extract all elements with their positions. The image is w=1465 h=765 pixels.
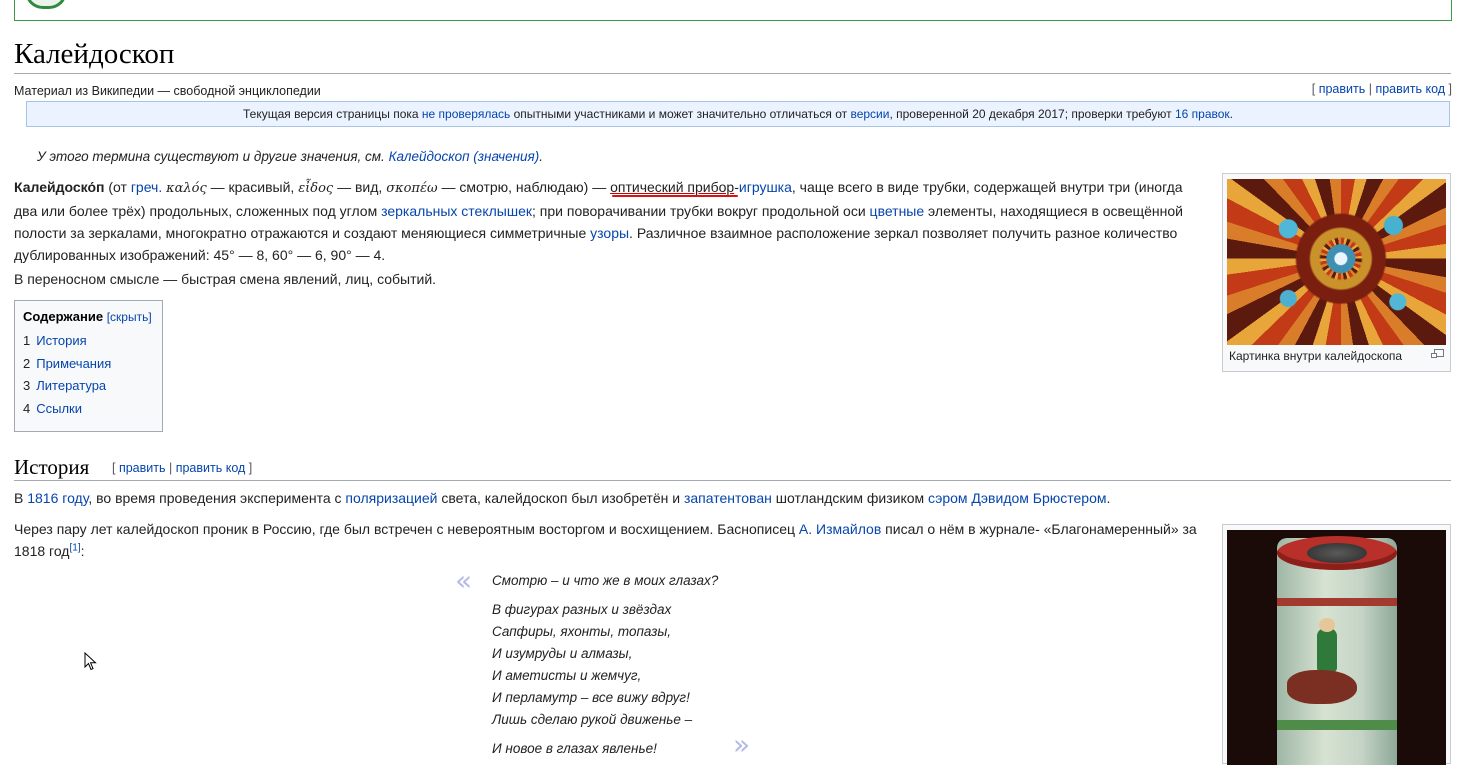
- toc-item[interactable]: 4 Ссылки: [23, 400, 83, 416]
- polarization-link[interactable]: поляризацией: [345, 490, 438, 506]
- edit-link[interactable]: править: [1318, 82, 1366, 96]
- toc-item-links[interactable]: Ссылки: [36, 400, 83, 416]
- toc-item-literature[interactable]: Литература: [36, 378, 107, 393]
- toc-item-notes[interactable]: Примечания: [36, 355, 112, 371]
- colored-link[interactable]: цветные: [869, 203, 925, 219]
- intro-paragraph: Калейдоско́п (от греч. καλός — красивый, εἶδος — вид, σκοπέω — смотрю, наблюдаю) — оптический прибор-игрушка, чаще всего в виде трубки, содержащей внутри три (иногда два или более трёх) продольных, сложенных под углом зеркальных стеклышек; при поворачивании трубки вокруг продольной оси цветные элементы, находящиеся в освещённой полости за зеркалами, многократно отражаются и создают меняющиеся симметричные узоры. Различное взаимное расположение зеркал позволяет получить разное количество дублированных изображений: 45° — 8, 60° — 6, 90° — 4.: [14, 179, 1183, 263]
- poem-line: Сапфиры, яхонты, топазы,: [492, 624, 672, 639]
- poem-line: И новое в глазах явленье!: [492, 741, 657, 756]
- toy-link[interactable]: игрушка: [738, 179, 792, 195]
- izmailov-link[interactable]: А. Измайлов: [798, 521, 882, 537]
- figurative-paragraph: В переносном смысле — быстрая смена явлений, лиц, событий.: [14, 271, 437, 287]
- poem-quote: [492, 570, 718, 760]
- mirror-glass-link[interactable]: зеркальных стеклышек: [381, 203, 532, 219]
- history-paragraph-2: Через пару лет калейдоскоп проник в Россию, где был встречен с невероятным восторгом и восхищением. Баснописец А. Измайлов писал о нём в журнале- «Благонамеренный» за 1818 год[1]:: [14, 521, 1197, 559]
- kaleidoscope-thumbnail: [1222, 173, 1451, 372]
- greek-link[interactable]: греч.: [130, 179, 163, 195]
- poem-line: Смотрю – и что же в моих глазах?: [492, 573, 719, 588]
- reference-1-link[interactable]: [1]: [69, 542, 81, 554]
- toc-hide-toggle[interactable]: [скрыть]: [106, 310, 152, 324]
- section-edit-code-link[interactable]: править код: [175, 461, 246, 475]
- disambiguation-link[interactable]: Калейдоскоп (значения): [388, 149, 540, 164]
- term-bold: Калейдоско́п: [14, 179, 105, 195]
- hatnote: У этого термина существуют и другие значения, см. Калейдоскоп (значения).: [37, 149, 543, 164]
- poem-line: И изумруды и алмазы,: [492, 646, 633, 661]
- kaleidoscope-pattern-image[interactable]: [1227, 179, 1446, 345]
- not-reviewed-link[interactable]: не проверялась: [421, 107, 511, 121]
- title-divider: [14, 73, 1451, 74]
- page-title: Калейдоскоп: [14, 38, 175, 70]
- section-edit-link[interactable]: править: [118, 461, 166, 475]
- history-paragraph-1: В 1816 году, во время проведения эксперимента с поляризацией света, калейдоскоп был изобретён и запатентован шотландским физиком сэром Дэвидом Брюстером.: [14, 490, 1111, 506]
- poem-line: И перламутр – все вижу вдруг!: [492, 690, 690, 705]
- toc-item-history[interactable]: История: [36, 333, 87, 348]
- optical-device-link[interactable]: оптический прибор: [610, 179, 735, 195]
- article-edit-links: [ править | править код ]: [1311, 82, 1452, 96]
- banner-logo-icon: [25, 0, 67, 9]
- site-subtitle: Материал из Википедии — свободной энциклопедии: [14, 84, 321, 98]
- edit-code-link[interactable]: править код: [1375, 82, 1446, 96]
- toc-item[interactable]: 2 Примечания: [23, 355, 112, 371]
- toc-item[interactable]: 3 Литература: [23, 378, 107, 393]
- greek-word-1: καλός: [166, 181, 207, 196]
- section-edit-links: [ править | править код ]: [112, 461, 253, 475]
- kaleidoscope-tube-image[interactable]: [1227, 530, 1446, 765]
- top-banner-box: [14, 0, 1452, 21]
- patented-link[interactable]: запатентован: [683, 490, 772, 506]
- section-divider: [14, 480, 1451, 481]
- annotation-red-underline: [612, 195, 738, 197]
- greek-word-2: εἶδος: [298, 181, 334, 196]
- patterns-link[interactable]: узоры: [590, 225, 630, 241]
- enlarge-icon[interactable]: [1434, 349, 1444, 357]
- pending-edits-link[interactable]: 16 правок: [1174, 107, 1230, 121]
- toc-title: Содержание: [23, 309, 104, 324]
- greek-word-3: σκοπέω: [386, 181, 438, 196]
- table-of-contents: [14, 300, 163, 432]
- section-heading-history: История: [14, 455, 90, 479]
- poem-line: В фигурах разных и звёздах: [492, 602, 672, 617]
- poem-line: Лишь сделаю рукой движенье –: [492, 712, 693, 727]
- quote-close-mark: »: [733, 728, 751, 761]
- toc-item[interactable]: 1 История: [23, 333, 87, 348]
- brewster-link[interactable]: сэром Дэвидом Брюстером: [928, 490, 1107, 506]
- thumbnail-caption: Картинка внутри калейдоскопа: [1229, 349, 1403, 363]
- review-notice: Текущая версия страницы пока не проверялась опытными участниками и может значительно отличаться от версии, проверенной 20 декабря 2017; проверки требуют 16 правок.: [26, 101, 1450, 127]
- quote-open-mark: «: [455, 564, 473, 597]
- year-1816-link[interactable]: 1816 году: [27, 490, 89, 506]
- kaleidoscope-tube-thumbnail: [1222, 524, 1451, 764]
- version-link[interactable]: версии: [850, 107, 890, 121]
- poem-line: И аметисты и жемчуг,: [492, 668, 642, 683]
